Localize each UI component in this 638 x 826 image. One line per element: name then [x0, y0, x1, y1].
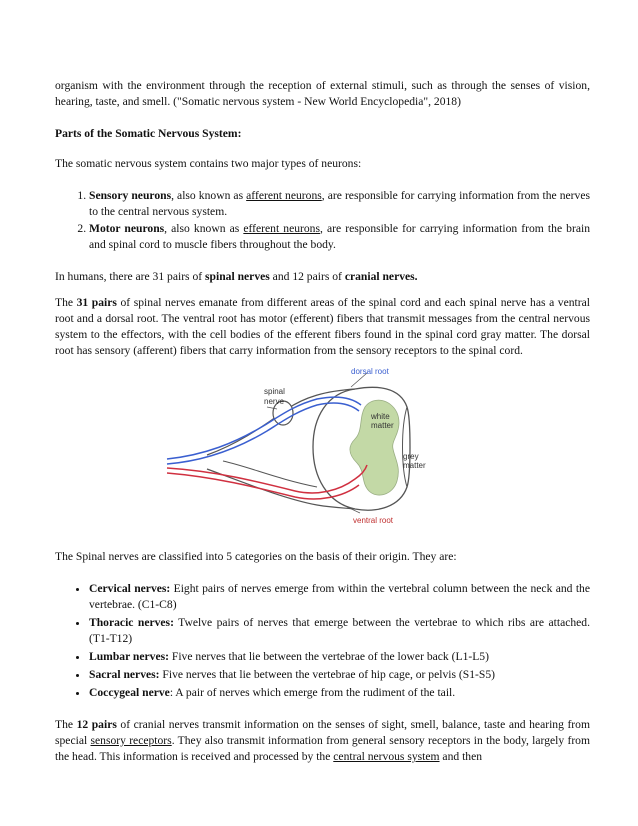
spinal-text: of spinal nerves emanate from different areas of the spinal cord and each spinal nerve has a ventral root and a dorsal root. The ventral root has motor (efferent) fibers that transmit messages from the central nervous system to the effectors, with the cell bodies of the efferent fibers found in the spinal cord gray matter. The dorsal root has sensory (afferent) fibers that carry information from the sensory receptors to the spinal cord. — [55, 296, 590, 357]
cranial-text: and then — [439, 750, 483, 763]
ventral-root-label: ventral root — [353, 516, 394, 525]
cranial-text: . They also transmit information from general sensory receptors in the body, largely from the head. This information is received and processed by the — [55, 734, 590, 763]
sensory-receptors-link[interactable]: sensory receptors — [90, 734, 172, 747]
cranial-text: The — [55, 718, 77, 731]
grey-matter-label-2: matter — [403, 461, 426, 470]
diagram-svg — [55, 367, 590, 527]
efferent-neurons-link[interactable]: efferent neurons — [243, 222, 320, 235]
list-item — [89, 667, 590, 683]
list-item — [89, 221, 590, 253]
nerve-category-name: Coccygeal nerve — [89, 686, 170, 699]
cranial-pairs-count: 12 pairs — [76, 718, 117, 731]
neuron-name: Sensory neurons — [89, 189, 172, 202]
spinal-nerve-diagram — [55, 367, 590, 527]
neuron-text: , also known as — [171, 189, 247, 202]
nerve-category-text: Five nerves that lie between the vertebrae of hip cage, or pelvis (S1-S5) — [159, 668, 495, 681]
grey-matter-label-1: grey — [403, 452, 419, 461]
spinal-nerves-term: spinal nerves — [205, 270, 270, 283]
nerve-category-name: Sacral nerves: — [89, 668, 160, 681]
neuron-name: Motor neurons — [89, 222, 165, 235]
spinal-pairs-count: 31 pairs — [76, 296, 117, 309]
spinal-text: The — [55, 296, 77, 309]
nerve-category-text: Twelve pairs of nerves that emerge between the vertebrae to which ribs are attached. (T1-T12) — [89, 616, 590, 645]
neuron-text: , also known as — [164, 222, 244, 235]
spinal-paragraph — [55, 295, 590, 359]
types-intro: The somatic nervous system contains two major types of neurons: — [55, 157, 362, 170]
intro-paragraph: organism with the environment through the reception of external stimuli, such as through the senses of vision, hearing, taste, and smell. ("Somatic nervous system - New World Encyclopedia", 2018) — [55, 79, 590, 108]
nerve-category-name: Cervical nerves: — [89, 582, 171, 595]
neuron-text: , are responsible for carrying information from the nerves to the central nervous system. — [89, 189, 590, 218]
nerve-category-name: Thoracic nerves: — [89, 616, 174, 629]
nerve-category-text: Five nerves that lie between the vertebrae of the lower back (L1-L5) — [168, 650, 489, 663]
list-item — [89, 615, 590, 647]
dorsal-root-label: dorsal root — [351, 367, 389, 376]
central-nervous-system-link[interactable]: central nervous system — [333, 750, 440, 763]
cranial-text: of cranial nerves transmit information on the senses of sight, smell, balance, taste and hearing from special — [55, 718, 590, 747]
list-item — [89, 649, 590, 665]
list-item — [89, 685, 590, 701]
pairs-text: and 12 pairs of — [269, 270, 345, 283]
neuron-text: , are responsible for carrying information from the brain and spinal cord to muscle fibers throughout the body. — [89, 222, 591, 251]
cranial-nerves-term: cranial nerves. — [344, 270, 418, 283]
cranial-paragraph — [55, 717, 590, 765]
pairs-line — [55, 269, 590, 285]
spinal-nerve-label-2: nerve — [264, 397, 285, 406]
list-item — [89, 188, 590, 220]
classify-intro: The Spinal nerves are classified into 5 categories on the basis of their origin. They are: — [55, 550, 457, 563]
neuron-types-list — [55, 188, 590, 253]
nerve-categories-list — [55, 581, 590, 701]
afferent-neurons-link[interactable]: afferent neurons — [246, 189, 322, 202]
list-item — [89, 581, 590, 613]
spinal-nerve-label-1: spinal — [264, 387, 285, 396]
nerve-category-text: Eight pairs of nerves emerge from within the vertebral column between the neck and the vertebrae. (C1-C8) — [89, 582, 590, 611]
parts-heading: Parts of the Somatic Nervous System: — [55, 127, 242, 140]
nerve-category-text: : A pair of nerves which emerge from the rudiment of the tail. — [169, 686, 456, 699]
white-matter-label-2: matter — [371, 421, 394, 430]
document-page — [55, 78, 590, 765]
white-matter-label-1: white — [371, 412, 390, 421]
pairs-text: In humans, there are 31 pairs of — [55, 270, 206, 283]
nerve-category-name: Lumbar nerves: — [89, 650, 169, 663]
